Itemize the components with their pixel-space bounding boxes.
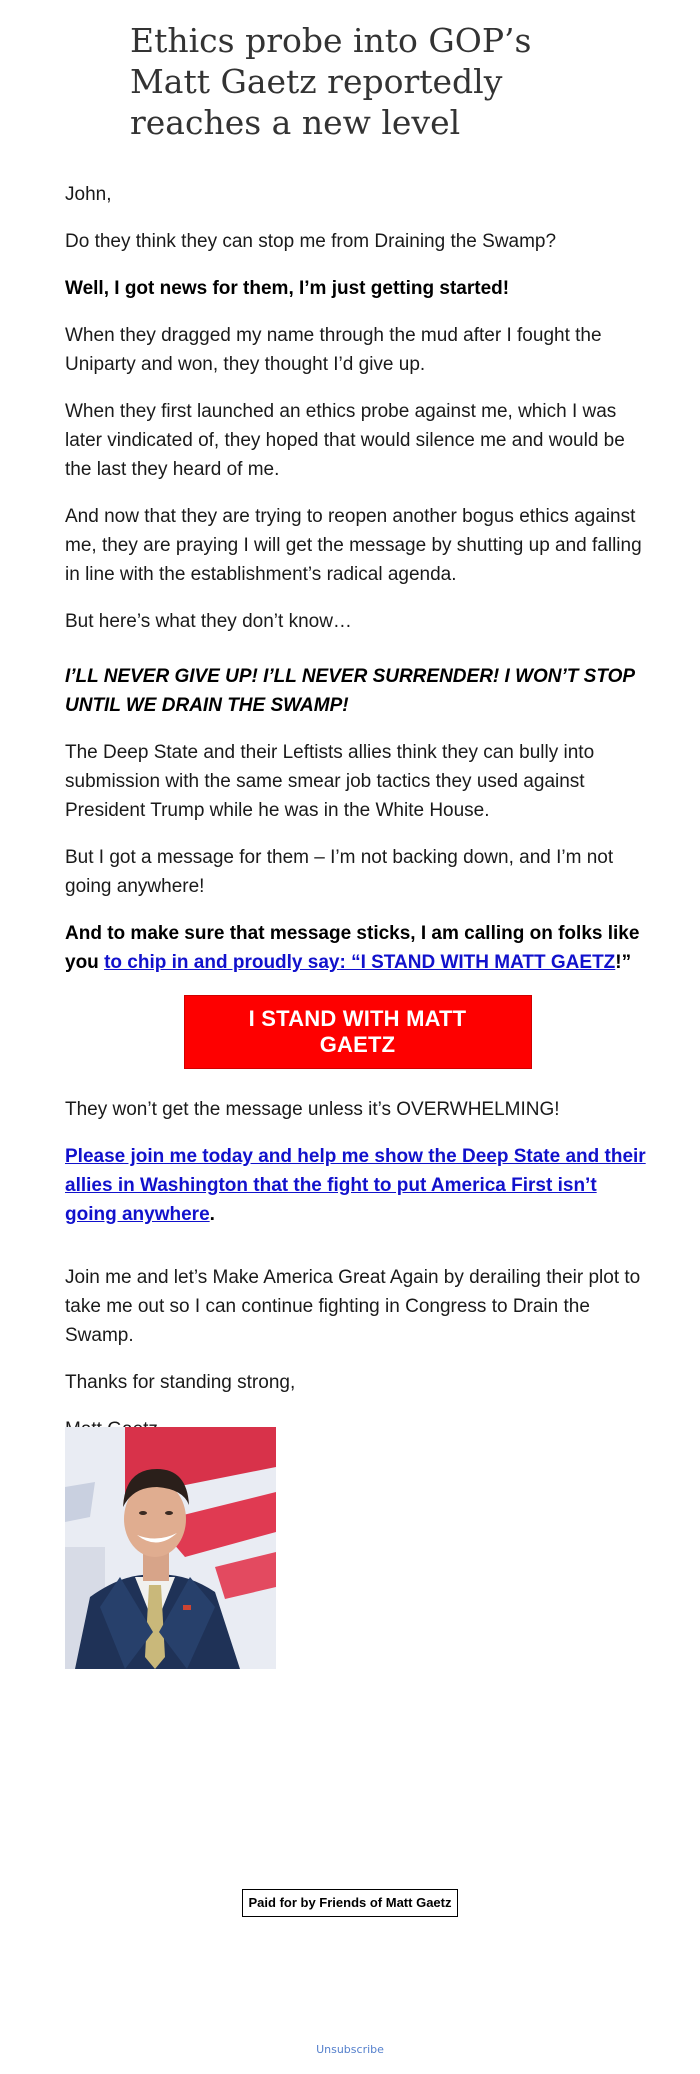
stand-with-button[interactable]: I STAND WITH MATT GAETZ [184,995,532,1069]
sticks-suffix: !” [615,952,632,973]
signoff: Thanks for standing strong, [65,1372,296,1393]
greeting: John, [65,184,112,205]
email-body [65,180,650,1462]
join-suffix: . [209,1204,215,1225]
paid-for-disclaimer: Paid for by Friends of Matt Gaetz [242,1889,458,1917]
paragraph-stop: Do they think they can stop me from Draining the Swamp? [65,231,557,252]
cta-container [65,995,650,1069]
paragraph-never-give-up: I’LL NEVER GIVE UP! I’LL NEVER SURRENDER! I WON’T STOP UNTIL WE DRAIN THE SWAMP! [65,666,635,716]
paragraph-probe: When they first launched an ethics probe against me, which I was later vindicated of, they hoped that would silence me and would be the last they heard of me. [65,401,625,480]
paragraph-deep-state: The Deep State and their Leftists allies think they can bully into submission with the same smear job tactics they used against President Trump while he was in the White House. [65,742,595,821]
paragraph-backing-down: But I got a message for them – I’m not backing down, and I’m not going anywhere! [65,847,614,897]
candidate-photo [65,1427,276,1669]
paragraph-message-sticks [65,919,650,977]
sticks-prefix: And to make sure that message sticks, I am calling on folks like you [65,923,640,973]
paragraph-mud: When they dragged my name through the mud after I fought the Uniparty and won, they thought I’d give up. [65,325,602,375]
chip-in-link[interactable]: to chip in and proudly say: “I STAND WITH MATT GAETZ [104,952,616,973]
paragraph-reopen: And now that they are trying to reopen another bogus ethics against me, they are praying I will get the message by shutting up and falling in line with the establishment’s radical agenda. [65,506,642,585]
paragraph-know: But here’s what they don’t know… [65,611,352,632]
paragraph-join [65,1142,650,1229]
unsubscribe-link[interactable]: Unsubscribe [316,2043,384,2056]
join-today-link[interactable]: Please join me today and help me show the Deep State and their allies in Washington that the fight to put America First isn’t going anywhere [65,1146,646,1225]
paragraph-overwhelming: They won’t get the message unless it’s OVERWHELMING! [65,1099,560,1120]
paragraph-maga: Join me and let’s Make America Great Again by derailing their plot to take me out so I can continue fighting in Congress to Drain the Swamp. [65,1267,641,1346]
headline: Ethics probe into GOP’s Matt Gaetz reportedly reaches a new level [130,21,532,142]
paragraph-news: Well, I got news for them, I’m just getting started! [65,278,510,299]
